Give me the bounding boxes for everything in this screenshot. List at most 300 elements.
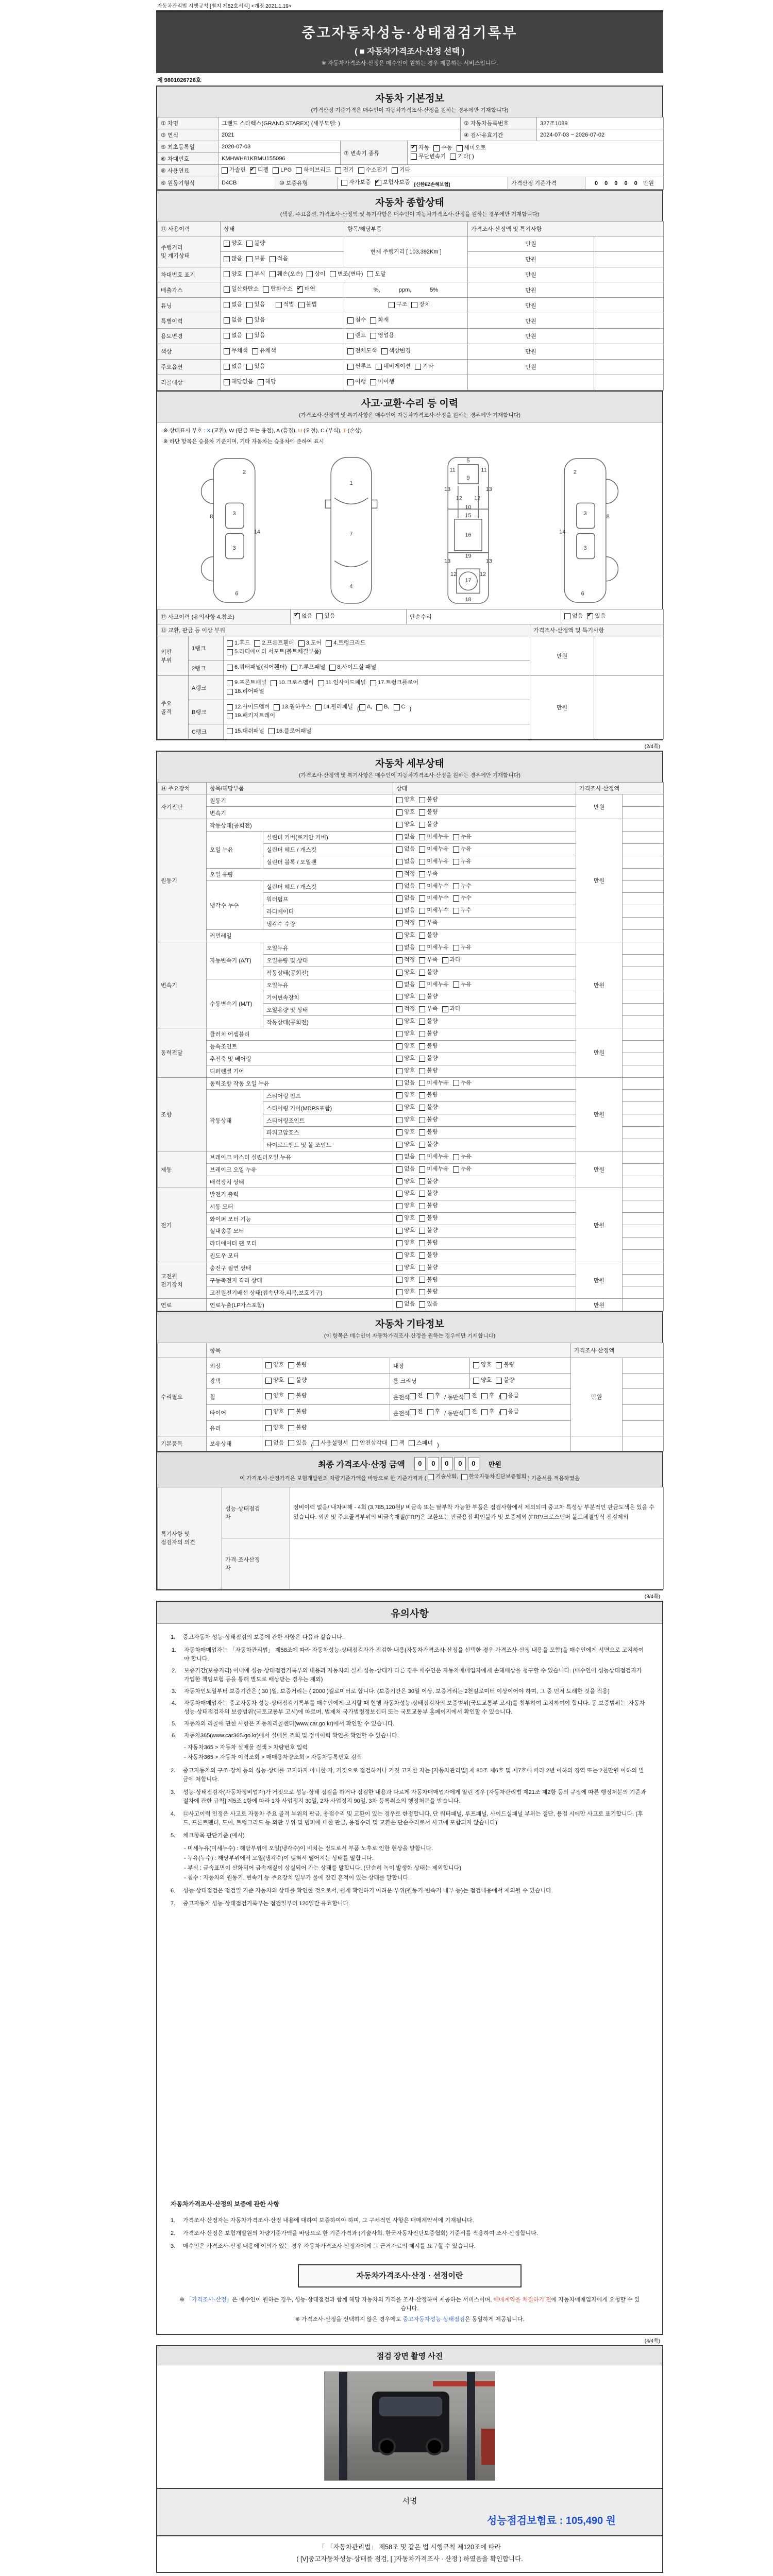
checkbox-label: 미세누수 [427,895,449,902]
checkbox-unchecked[interactable] [396,846,415,853]
checkbox-icon [453,945,459,951]
checkbox-unchecked[interactable] [410,1393,423,1400]
checkbox-unchecked[interactable] [347,379,366,386]
checkbox-unchecked[interactable] [227,704,270,711]
table-cell [393,1114,576,1127]
checkbox-unchecked[interactable] [335,167,354,174]
table-cell: 와이퍼 모터 기능 [207,1213,393,1225]
checkbox-unchecked[interactable] [453,834,472,841]
table-label-cell: 고전원 전기장치 [158,1262,207,1299]
checkbox-unchecked[interactable] [376,704,389,711]
checkbox-label: 보험사보증 [382,179,410,185]
checkbox-unchecked[interactable] [396,883,415,890]
checkbox-unchecked[interactable] [352,1440,387,1447]
checkbox-icon [246,271,253,277]
checkbox-unchecked[interactable] [461,1473,527,1480]
checkbox-unchecked[interactable] [298,301,317,309]
checkbox-unchecked[interactable] [359,704,372,711]
checkbox-unchecked[interactable] [246,332,265,340]
checkbox-unchecked[interactable] [288,1393,307,1400]
checkbox-unchecked[interactable] [396,1240,415,1247]
checkbox-unchecked[interactable] [419,1240,438,1247]
checkbox-unchecked[interactable] [227,728,264,735]
checkbox-checked[interactable] [411,145,429,152]
checkbox-icon [396,1301,402,1308]
car-diagram-side-r [545,453,625,605]
checkbox-unchecked[interactable] [453,858,472,866]
checkbox-unchecked[interactable] [496,1362,514,1369]
checkbox-unchecked[interactable] [347,317,366,324]
checkbox-unchecked[interactable] [419,1055,438,1062]
checkbox-unchecked[interactable] [500,1409,519,1416]
checkbox-icon [329,665,335,671]
checkbox-label: 불량 [503,1362,515,1368]
checkbox-unchecked[interactable] [273,167,292,174]
checkbox-unchecked[interactable] [457,145,486,152]
checkbox-label: 양호 [273,1362,284,1368]
checkbox-unchecked[interactable] [450,154,474,161]
checkbox-unchecked[interactable] [298,640,322,647]
checkbox-icon [453,981,459,988]
checkbox-unchecked[interactable] [394,704,406,711]
checkbox-unchecked[interactable] [381,348,411,355]
checkbox-unchecked[interactable] [258,379,276,386]
checkbox-unchecked[interactable] [263,286,293,293]
checkbox-unchecked[interactable] [396,1166,415,1173]
checkbox-unchecked[interactable] [288,1362,307,1369]
checkbox-unchecked[interactable] [224,286,259,293]
checkbox-icon [396,883,402,889]
checkbox-unchecked[interactable] [265,1362,284,1369]
checkbox-unchecked[interactable] [246,363,265,370]
checkbox-unchecked[interactable] [246,240,265,247]
checkbox-label: 미세누유 [427,834,449,840]
checkbox-unchecked[interactable] [396,1252,415,1259]
checkbox-unchecked[interactable] [419,1043,438,1050]
checkbox-checked[interactable] [375,179,410,187]
checkbox-unchecked[interactable] [396,981,415,989]
checkbox-unchecked[interactable] [288,1409,307,1416]
checkbox-unchecked[interactable] [224,348,248,355]
checkbox-unchecked[interactable] [358,167,388,174]
checkbox-unchecked[interactable] [481,1393,495,1400]
checkbox-unchecked[interactable] [265,1393,284,1400]
checkbox-unchecked[interactable] [396,1227,415,1234]
table-cell [594,359,664,375]
checkbox-unchecked[interactable] [396,1277,415,1284]
checkbox-unchecked[interactable] [396,1289,415,1296]
checkbox-unchecked[interactable] [370,332,394,340]
checkbox-unchecked[interactable] [268,728,311,735]
checkbox-unchecked[interactable] [419,1166,449,1173]
table-cell [393,893,576,905]
checkbox-unchecked[interactable] [396,1129,415,1136]
checkbox-unchecked[interactable] [246,301,265,309]
checkbox-unchecked[interactable] [415,363,433,370]
checkbox-checked[interactable] [297,286,315,293]
table-cell: 배력장치 상태 [207,1176,393,1188]
checkbox-unchecked[interactable] [419,1080,449,1087]
checkbox-unchecked[interactable] [453,895,472,902]
price-digit-box: 0 [428,1457,439,1470]
checkbox-label: 불량 [427,1215,438,1222]
price-assurance-title: 자동차가격조사·산정의 보증에 관한 사항 [171,2200,280,2208]
table-cell: 내장 [390,1358,470,1374]
checkbox-unchecked[interactable] [419,846,449,853]
checkbox-unchecked[interactable] [433,145,452,152]
diagram-zone-number: 6 [235,590,239,597]
checkbox-unchecked[interactable] [453,981,472,989]
checkbox-unchecked[interactable] [391,1440,405,1447]
checkbox-unchecked[interactable] [396,1030,415,1038]
checkbox-unchecked[interactable] [453,1154,472,1161]
table-label-cell: 항목 [207,1343,571,1358]
checkbox-unchecked[interactable] [453,1166,472,1173]
table-cell: 만원 [576,819,623,942]
checkbox-unchecked[interactable] [396,907,415,914]
checkbox-icon [419,1154,425,1160]
checkbox-unchecked[interactable] [370,379,394,386]
table-cell [623,1176,664,1188]
checkbox-icon [419,970,425,976]
checkbox-unchecked[interactable] [396,1301,415,1308]
checkbox-unchecked[interactable] [419,1289,438,1296]
checkbox-unchecked[interactable] [419,834,449,841]
checkbox-unchecked[interactable] [419,1178,438,1185]
text: (손상) [346,427,362,434]
notice-text: 자동차매매업자는 「자동차관리법」 제58조에 따라 자동차성능·상태점검자가 점검한 내용(자동차가격조사·산정을 선택한 경우 가격조사·산정 내용을 포함)을 매수인에게 서면으로 고지하여야 합니다. [184,1647,644,1663]
checkbox-unchecked[interactable] [396,1264,415,1272]
checkbox-unchecked[interactable] [411,301,430,309]
checkbox-unchecked[interactable] [224,240,242,247]
checkbox-unchecked[interactable] [396,809,415,816]
table-cell [344,359,468,375]
checkbox-unchecked[interactable] [224,256,242,263]
notice-text: 중고자동차의 구조·장치 등의 성능·상태를 고지하지 아니한 자, 거짓으로 점검하거나 거짓 고지한 자는 [자동차관리법] 제 80조 제6호 및 제7호에 따라 2년 이하의 징역 또는 2천만원 이하의 벌금에 처합니다. [183,1767,644,1783]
table-cell: 만원 [468,267,594,282]
checkbox-unchecked[interactable] [313,1440,348,1447]
checkbox-unchecked[interactable] [265,1377,284,1384]
checkbox-unchecked[interactable] [326,640,365,647]
checkbox-unchecked[interactable] [224,363,242,370]
checkbox-unchecked[interactable] [315,704,353,711]
checkbox-unchecked[interactable] [410,1409,423,1416]
checkbox-unchecked[interactable] [227,688,264,696]
checkbox-label: 양호 [404,1055,415,1061]
checkbox-unchecked[interactable] [392,167,410,174]
checkbox-unchecked[interactable] [341,179,371,187]
checkbox-unchecked[interactable] [396,796,415,804]
checkbox-unchecked[interactable] [224,317,242,324]
checkbox-unchecked[interactable] [396,932,415,939]
checkbox-unchecked[interactable] [370,317,389,324]
checkbox-unchecked[interactable] [296,167,331,174]
table-cell [262,1374,390,1389]
checkbox-unchecked[interactable] [396,1018,415,1025]
checkbox-unchecked[interactable] [419,1067,438,1075]
checkbox-icon [291,665,297,671]
checkbox-unchecked[interactable] [419,993,438,1001]
checkbox-unchecked[interactable] [427,1409,441,1416]
checkbox-icon [396,970,402,976]
checkbox-unchecked[interactable] [396,1092,415,1099]
checkbox-unchecked[interactable] [419,1116,438,1124]
table-label-cell: ⑭ 주요장치 [158,783,207,794]
checkbox-unchecked[interactable] [396,1055,415,1062]
notice-number: 4. [171,1810,176,1817]
checkbox-checked[interactable] [294,613,312,620]
checkbox-unchecked[interactable] [224,301,242,309]
checkbox-unchecked[interactable] [246,317,265,324]
checkbox-unchecked[interactable] [442,1006,461,1013]
checkbox-unchecked[interactable] [246,256,265,263]
checkbox-icon [224,302,230,308]
checkbox-unchecked[interactable] [481,1409,495,1416]
table-cell: 타이어 [207,1404,262,1420]
checkbox-unchecked[interactable] [396,1202,415,1210]
checkbox-unchecked[interactable] [265,1440,284,1447]
table-cell: 커먼레일 [207,930,393,942]
checkbox-unchecked[interactable] [419,1006,438,1013]
notice-number: 3. [172,1688,177,1695]
checkbox-icon [227,728,233,734]
checkbox-unchecked[interactable] [419,969,438,976]
checkbox-unchecked[interactable] [419,944,449,952]
checkbox-unchecked[interactable] [396,1116,415,1124]
table-cell [623,819,664,832]
checkbox-icon [411,145,417,151]
checkbox-unchecked[interactable] [276,301,294,309]
checkbox-unchecked[interactable] [419,1252,438,1259]
checkbox-unchecked[interactable] [453,846,472,853]
checkbox-unchecked[interactable] [419,1154,449,1161]
checkbox-unchecked[interactable] [396,1154,415,1161]
checkbox-unchecked[interactable] [265,1409,284,1416]
checkbox-unchecked[interactable] [427,1393,441,1400]
checkbox-unchecked[interactable] [347,332,366,340]
checkbox-unchecked[interactable] [464,1409,477,1416]
checkbox-unchecked[interactable] [419,883,449,890]
checkbox-unchecked[interactable] [288,1377,307,1384]
checkbox-unchecked[interactable] [224,379,254,386]
checkbox-unchecked[interactable] [396,1141,415,1148]
checkbox-icon [396,859,402,865]
checkbox-unchecked[interactable] [288,1440,307,1447]
checkbox-unchecked[interactable] [347,363,372,370]
checkbox-unchecked[interactable] [271,680,313,687]
checkbox-label: 미세누유 [427,1153,449,1160]
checkbox-label: 불량 [427,1030,438,1037]
checkbox-unchecked[interactable] [396,957,415,964]
checkbox-label: 불량 [427,1202,438,1209]
checkbox-unchecked[interactable] [274,704,311,711]
checkbox-icon [433,145,440,151]
checkbox-unchecked[interactable] [396,1190,415,1197]
checkbox-label: 양호 [404,1178,415,1184]
checkbox-unchecked[interactable] [419,1030,438,1038]
checkbox-unchecked[interactable] [389,301,407,309]
checkbox-icon [265,1362,272,1368]
checkbox-unchecked[interactable] [291,664,326,671]
checkbox-unchecked[interactable] [396,1080,415,1087]
checkbox-unchecked[interactable] [419,1092,438,1099]
checkbox-label: 기타( ) [458,153,474,160]
checkbox-unchecked[interactable] [396,895,415,902]
checkbox-unchecked[interactable] [396,944,415,952]
checkbox-label: 하이브리드 [304,167,331,173]
checkbox-unchecked[interactable] [419,932,438,939]
checkbox-unchecked[interactable] [419,957,438,964]
checkbox-unchecked[interactable] [396,1043,415,1050]
checkbox-unchecked[interactable] [254,640,294,647]
checkbox-label: 해당 [265,378,276,385]
checkbox-unchecked[interactable] [396,858,415,866]
checkbox-unchecked[interactable] [419,809,438,816]
checkbox-unchecked[interactable] [473,1362,492,1369]
text: 운전석 [393,1394,410,1401]
checkbox-unchecked[interactable] [222,167,246,174]
text: 0 0 0 0 0 [594,180,640,187]
checkbox-unchecked[interactable] [252,348,276,355]
table-label-cell: 주요 골격 [158,676,189,739]
checkbox-unchecked[interactable] [564,613,583,620]
checkbox-unchecked[interactable] [224,271,242,278]
checkbox-unchecked[interactable] [396,920,415,927]
checkbox-unchecked[interactable] [419,1104,438,1111]
checkbox-label: 미세누유 [427,944,449,951]
table-label-cell: 항목/해당부품 [207,783,393,794]
checkbox-icon [375,180,381,186]
checkbox-icon [419,1142,425,1148]
checkbox-unchecked[interactable] [453,1080,472,1087]
notice-number: 5. [172,1721,177,1727]
checkbox-unchecked[interactable] [347,348,377,355]
text: 매매계약을 체결하기 전 [493,2297,551,2303]
checkbox-icon [273,167,279,174]
checkbox-unchecked[interactable] [396,1178,415,1185]
inspection-photo [324,2371,495,2481]
checkbox-unchecked[interactable] [227,664,287,671]
checkbox-checked[interactable] [587,613,606,620]
checkbox-icon [453,883,459,889]
form-reference-note: 자동차관리법 시행규칙 [별지 제82호서식] <개정 2021.1.19> [157,4,292,9]
checkbox-unchecked[interactable] [419,907,449,914]
checkbox-unchecked[interactable] [453,907,472,914]
table-cell: 작동상태 [207,1090,263,1151]
checkbox-label: 양호 [404,993,415,1000]
checkbox-unchecked[interactable] [227,713,275,720]
checkbox-unchecked[interactable] [270,256,288,263]
checkbox-unchecked[interactable] [419,981,449,989]
checkbox-unchecked[interactable] [330,271,363,278]
checkbox-unchecked[interactable] [316,613,335,620]
checkbox-unchecked[interactable] [411,154,446,161]
checkbox-unchecked[interactable] [270,271,303,278]
checkbox-icon [415,364,421,370]
checkbox-unchecked[interactable] [396,1215,415,1222]
checkbox-unchecked[interactable] [419,1227,438,1234]
checkbox-unchecked[interactable] [419,871,438,878]
checkbox-unchecked[interactable] [396,1067,415,1075]
checkbox-unchecked[interactable] [419,895,449,902]
checkbox-unchecked[interactable] [396,969,415,976]
checkbox-unchecked[interactable] [419,858,449,866]
checkbox-unchecked[interactable] [419,1129,438,1136]
checkbox-unchecked[interactable] [396,834,415,841]
checkbox-unchecked[interactable] [265,1425,284,1432]
checkbox-icon [427,1409,433,1415]
checkbox-unchecked[interactable] [419,1215,438,1222]
checkbox-unchecked[interactable] [370,680,418,687]
table-cell [594,344,664,359]
checkbox-checked[interactable] [250,167,268,174]
table-cell: 만원 [530,676,594,739]
checkbox-unchecked[interactable] [307,271,325,278]
checkbox-unchecked[interactable] [453,883,472,890]
photo-sign-block [156,2345,663,2573]
checkbox-unchecked[interactable] [419,1264,438,1272]
checkbox-unchecked[interactable] [453,944,472,952]
checkbox-unchecked[interactable] [419,1190,438,1197]
checkbox-unchecked[interactable] [464,1393,477,1400]
checkbox-unchecked[interactable] [473,1377,492,1384]
checkbox-unchecked[interactable] [419,1141,438,1148]
checkbox-unchecked[interactable] [376,363,411,370]
checkbox-icon [442,1006,448,1012]
checkbox-label: 해당없음 [231,378,254,385]
checkbox-label: 19.패키지트레이 [234,712,276,719]
table-cell [393,1090,576,1102]
table-cell: 작동상태(공회전) [263,967,393,979]
checkbox-unchecked[interactable] [500,1393,519,1400]
notice-number: 1. [171,2217,176,2224]
checkbox-unchecked[interactable] [224,332,242,340]
checkbox-unchecked[interactable] [329,664,376,671]
checkbox-unchecked[interactable] [227,680,266,687]
checkbox-unchecked[interactable] [227,649,321,656]
checkbox-unchecked[interactable] [396,871,415,878]
checkbox-unchecked[interactable] [419,1018,438,1025]
checkbox-unchecked[interactable] [396,1006,415,1013]
checkbox-unchecked[interactable] [419,1301,438,1308]
checkbox-icon [326,640,332,647]
table-cell [393,1249,576,1262]
checkbox-unchecked[interactable] [419,920,438,927]
diagram-zone-number: 2 [243,468,246,475]
text: ) [437,1442,439,1448]
checkbox-label: 후 [434,1408,441,1415]
checkbox-unchecked[interactable] [396,821,415,828]
table-label-cell: 용도변경 [158,329,221,344]
checkbox-icon [297,286,303,293]
checkbox-unchecked[interactable] [288,1425,307,1432]
checkbox-unchecked[interactable] [419,1202,438,1210]
checkbox-unchecked[interactable] [496,1377,514,1384]
checkbox-unchecked[interactable] [227,640,250,647]
checkbox-unchecked[interactable] [442,957,461,964]
checkbox-unchecked[interactable] [396,1104,415,1111]
price-definition-box: 자동차가격조사·산정 · 선정이란 [298,2264,522,2287]
checkbox-unchecked[interactable] [318,680,366,687]
checkbox-unchecked[interactable] [419,1277,438,1284]
checkbox-unchecked[interactable] [409,1440,433,1447]
checkbox-unchecked[interactable] [419,796,438,804]
checkbox-unchecked[interactable] [428,1473,458,1480]
checkbox-unchecked[interactable] [246,271,265,278]
checkbox-unchecked[interactable] [367,271,385,278]
checkbox-unchecked[interactable] [396,993,415,1001]
checkbox-unchecked[interactable] [419,821,438,828]
